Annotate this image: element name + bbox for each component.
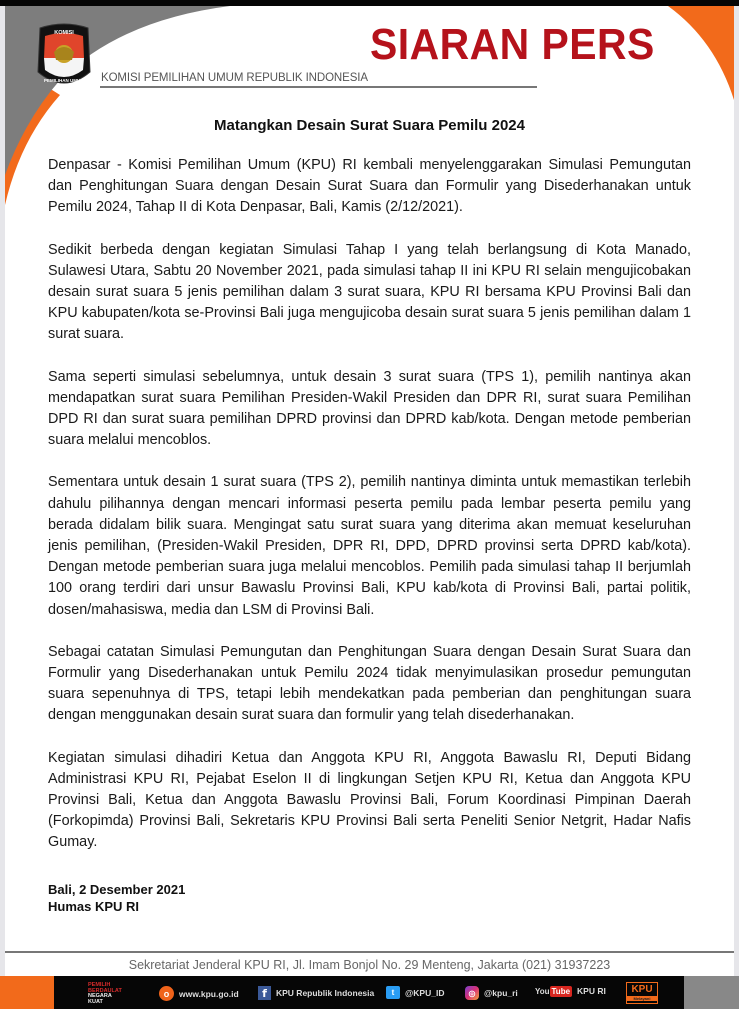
- slogan-line: PEMILIH: [88, 982, 111, 988]
- footer-link-label: KPU RI: [577, 986, 606, 996]
- header-orange-swoosh-right: [668, 6, 734, 100]
- paragraph: Denpasar - Komisi Pemilihan Umum (KPU) RI kembali menyelenggarakan Simulasi Pemungutan dan Penghitungan Suara dengan Desain Surat Suara dan Formulir yang Disederhanakan untuk Pemilu 2024, Tahap II di Kota Denpasar, Bali, Kamis (2/12/2021).: [48, 157, 691, 216]
- signature-block: [48, 881, 185, 915]
- header-top-bar: [0, 0, 739, 6]
- header-underline: [100, 86, 537, 88]
- kpu-badge-text: KPU: [631, 984, 653, 995]
- document-body: [48, 155, 691, 875]
- footer-link-website[interactable]: [159, 986, 239, 1001]
- youtube-icon: You Tube: [535, 987, 571, 996]
- slogan-line: KUAT: [88, 998, 103, 1005]
- footer-divider: [5, 951, 734, 953]
- footer-link-facebook[interactable]: [258, 986, 374, 1000]
- slogan-line: BERDAULAT: [88, 987, 122, 994]
- signature: Humas KPU RI: [48, 899, 140, 914]
- organization-name: KOMISI PEMILIHAN UMUM REPUBLIK INDONESIA: [101, 72, 368, 84]
- paragraph: Kegiatan simulasi dihadiri Ketua dan Anggota KPU RI, Anggota Bawaslu RI, Deputi Bidang Administrasi KPU RI, Pejabat Eselon II di lingkungan Setjen KPU RI, Ketua dan Anggota KPU Provinsi Bali, Ketua dan Anggota Bawaslu Provinsi Bali, Forum Koordinasi Pimpinan Daerah (Forkopimda) Provinsi Bali, Sekretaris KPU Provinsi Bali serta Peneliti Senior Netgrit, Hadar Nafis Gumay.: [48, 749, 691, 851]
- paragraph: Sedikit berbeda dengan kegiatan Simulasi Tahap I yang telah berlangsung di Kota Manado, Sulawesi Utara, Sabtu 20 November 2021, pada simulasi tahap II ini KPU RI selain mengujicobakan desain surat suara 5 jenis pemilihan dalam 3 surat suara, KPU RI bersama KPU Provinsi Bali dan KPU kabupaten/kota se-Provinsi Bali juga mengujicoba desain surat suara 5 jenis pemilihan dalam 1 surat suara.: [48, 241, 691, 343]
- paragraph: Sebagai catatan Simulasi Pemungutan dan Penghitungan Suara dengan Desain Surat Suara dan Formulir yang Disederhanakan untuk Pemilu 2024 tidak menyimulasikan prosedur pemungutan suara sepenuhnya di TPS, tetapi lebih mendekatkan pada pemberian dan penghitungan suara dengan menggunakan desain surat suara dan formulir yang telah disederhanakan.: [48, 643, 691, 724]
- logo-bottom-text: PEMILIHAN UMUM: [44, 78, 84, 83]
- paragraph: Sama seperti simulasi sebelumnya, untuk desain 3 surat suara (TPS 1), pemilih nantinya akan mendapatkan surat suara Pemilihan Presiden-Wakil Presiden dan DPR RI, surat suara Pemilihan DPD RI dan surat suara pemilihan DPRD provinsi dan DPRD kab/kota. Dengan metode pemberian suara melalui mencoblos.: [48, 368, 691, 449]
- facebook-icon: f: [258, 986, 271, 1000]
- kpu-melayani-badge: [626, 982, 658, 1004]
- footer-link-label: www.kpu.go.id: [179, 988, 239, 999]
- twitter-icon: t: [386, 986, 400, 999]
- footer-link-label: KPU Republik Indonesia: [276, 988, 375, 998]
- instagram-icon: ◎: [465, 986, 479, 1000]
- slogan-line: NEGARA: [88, 993, 112, 999]
- footer-link-youtube[interactable]: [535, 986, 606, 996]
- paragraph: Sementara untuk desain 1 surat suara (TPS 2), pemilih nantinya diminta untuk memastikan terlebih dahulu pilihannya dengan mencari informasi peserta pemilu pada lembar peserta pemilu yang berada didalam bilik suara. Mengingat satu surat suara yang diterima akan memuat keseluruhan jenis pemilihan, (Presiden-Wakil Presiden, DPR RI, DPD, DPRD provinsi serta DPRD kab/kota). Dengan metode pemberian suara juga melalui mencoblos. Pemilih pada simulasi tahap II berjumlah 100 orang terdiri dari unsur Bawaslu Provinsi Bali, KPU kab/kota di Provinsi Bali, partai politik, dosen/mahasiswa, media dan LSM di Provinsi Bali.: [48, 474, 691, 618]
- document-title: Matangkan Desain Surat Suara Pemilu 2024: [214, 117, 525, 134]
- logo-top-text: KOMISI: [54, 30, 74, 36]
- website-icon: o: [159, 986, 174, 1001]
- footer-link-label: @KPU_ID: [405, 987, 445, 998]
- slogan-logo: [88, 983, 122, 1005]
- footer-address: Sekretariat Jenderal KPU RI, Jl. Imam Bonjol No. 29 Menteng, Jakarta (021) 31937223: [128, 958, 611, 972]
- footer-link-label: @kpu_ri: [484, 988, 518, 998]
- kpu-badge-subtext: Melayani: [627, 996, 657, 1001]
- footer-link-instagram[interactable]: [465, 986, 518, 1000]
- footer-orange-block: [0, 976, 54, 1009]
- banner-title: SIARAN PERS: [370, 20, 655, 69]
- place-date: Bali, 2 Desember 2021: [48, 882, 186, 897]
- footer-link-twitter[interactable]: [386, 986, 444, 999]
- footer-grey-block: [684, 976, 739, 1009]
- kpu-logo: [34, 22, 94, 92]
